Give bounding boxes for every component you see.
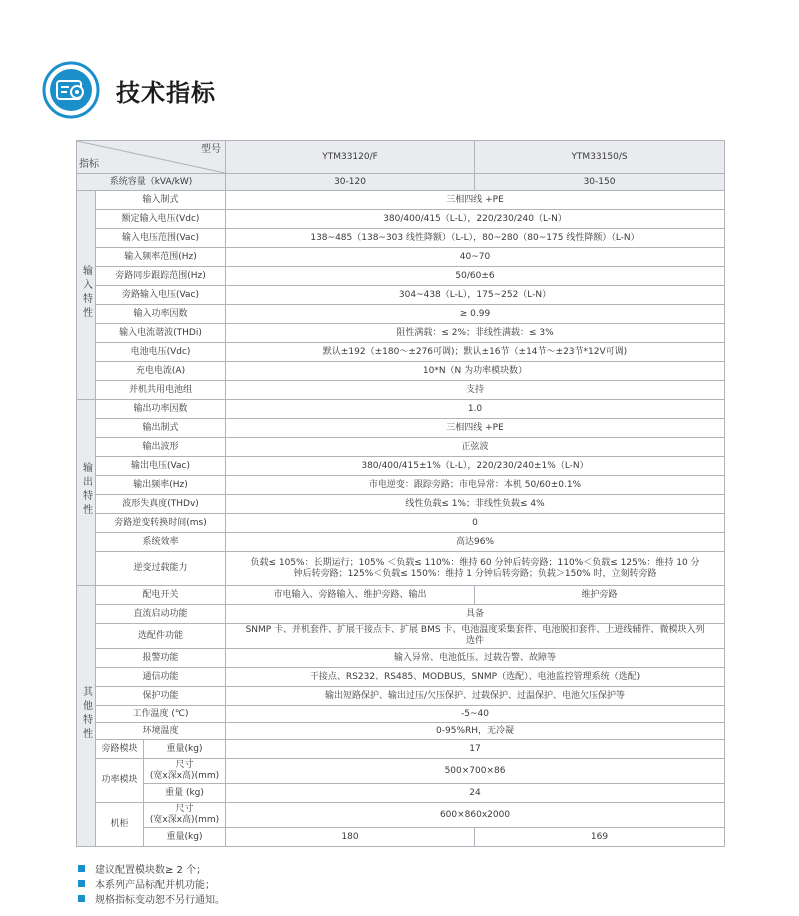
row-value: 40~70 [226, 248, 725, 267]
row-label: 波形失真度(THDv) [96, 495, 226, 514]
row-label: 配电开关 [96, 586, 226, 605]
row-value: 0 [226, 514, 725, 533]
row-value: 具备 [226, 605, 725, 624]
table-row [77, 723, 725, 740]
row-value: 三相四线 +PE [226, 419, 725, 438]
section-header [42, 60, 216, 120]
row-value: 正弦波 [226, 438, 725, 457]
row-label: 充电电流(A) [96, 362, 226, 381]
group-output [77, 400, 96, 586]
row-label: 系统效率 [96, 533, 226, 552]
cabinet-name: 机柜 [96, 803, 144, 847]
distribution-b: 维护旁路 [475, 586, 725, 605]
row-value: 1.0 [226, 400, 725, 419]
table-row [77, 533, 725, 552]
model-b: YTM33150/S [475, 141, 725, 174]
row-label: 额定输入电压(Vdc) [96, 210, 226, 229]
table-row [77, 649, 725, 668]
overload-line-2: 钟后转旁路；125%＜负载≤ 150%：维持 1 分钟后转旁路；负载＞150% 时，立刻转旁路 [293, 568, 657, 579]
table-row [77, 803, 725, 828]
table-row [77, 624, 725, 649]
row-value: 输出短路保护、输出过压/欠压保护、过载保护、过温保护、电池欠压保护等 [226, 687, 725, 706]
row-value: 24 [226, 784, 725, 803]
table-row [77, 286, 725, 305]
row-value: 三相四线 +PE [226, 191, 725, 210]
row-label: 通信功能 [96, 668, 226, 687]
row-value: 输入异常、电池低压、过载告警、故障等 [226, 649, 725, 668]
row-value: 600×860x2000 [226, 803, 725, 828]
row-label: 输出电压(Vac) [96, 457, 226, 476]
group-other-label: 其他特性 [80, 685, 92, 742]
distribution-a: 市电输入、旁路输入、维护旁路、输出 [226, 586, 475, 605]
header-corner [77, 141, 226, 174]
row-label [144, 803, 226, 828]
table-row [77, 381, 725, 400]
table-row [77, 687, 725, 706]
row-label: 输出波形 [96, 438, 226, 457]
table-row [77, 706, 725, 723]
overload-line-1: 负载≤ 105%：长期运行；105% ＜负载≤ 110%：维持 60 分钟后转旁路；110%＜负载≤ 125%：维持 10 分 [250, 557, 700, 568]
table-row [77, 438, 725, 457]
index-label: 指标 [79, 159, 99, 170]
row-label: 输入电压范围(Vac) [96, 229, 226, 248]
size-label-1: 尺寸 [175, 760, 194, 770]
model-a: YTM33120/F [226, 141, 475, 174]
row-label: 报警功能 [96, 649, 226, 668]
row-value: 线性负载≤ 1%；非线性负载≤ 4% [226, 495, 725, 514]
row-label: 输入电流谐波(THDi) [96, 324, 226, 343]
table-row [77, 457, 725, 476]
row-value: 138~485（138~303 线性降额）（L-L），80~280（80~175 线性降额）（L-N） [226, 229, 725, 248]
row-label: 逆变过载能力 [96, 552, 226, 586]
capacity-a: 30-120 [226, 174, 475, 191]
row-label: 直流启动功能 [96, 605, 226, 624]
cabinet-weight-a: 180 [226, 828, 475, 847]
table-row [77, 267, 725, 286]
row-label: 旁路同步跟踪范围(Hz) [96, 267, 226, 286]
bypass-module-name: 旁路模块 [96, 740, 144, 759]
row-label: 输入制式 [96, 191, 226, 210]
row-value: ≥ 0.99 [226, 305, 725, 324]
row-value: 高达96% [226, 533, 725, 552]
row-value [226, 552, 725, 586]
row-value: 支持 [226, 381, 725, 400]
note-item [78, 876, 215, 891]
capacity-row [77, 174, 725, 191]
note-item [78, 861, 206, 876]
table-row [77, 210, 725, 229]
table-row [77, 605, 725, 624]
table-row [77, 305, 725, 324]
row-label: 重量(kg) [144, 828, 226, 847]
table-row [77, 668, 725, 687]
power-module-name: 功率模块 [96, 759, 144, 803]
table-row [77, 400, 725, 419]
table-row [77, 514, 725, 533]
row-value: 500×700×86 [226, 759, 725, 784]
spec-table [76, 140, 725, 847]
row-value: 304~438（L-L），175~252（L-N） [226, 286, 725, 305]
table-row [77, 191, 725, 210]
group-output-label: 输出特性 [80, 462, 92, 518]
row-label: 保护功能 [96, 687, 226, 706]
table-row [77, 828, 725, 847]
gear-settings-icon [42, 61, 100, 119]
group-other [77, 586, 96, 847]
model-label: 型号 [201, 144, 222, 155]
group-input-label: 输入特性 [80, 264, 92, 321]
size-label-2: (宽x深x高)(mm) [149, 815, 220, 825]
row-label: 重量 (kg) [144, 784, 226, 803]
row-label: 输出功率因数 [96, 400, 226, 419]
table-row [77, 324, 725, 343]
page-title: 技术指标 [116, 78, 216, 107]
table-row [77, 419, 725, 438]
cabinet-weight-b: 169 [475, 828, 725, 847]
table-row [77, 229, 725, 248]
table-row [77, 248, 725, 267]
row-value: 10*N（N 为功率模块数） [226, 362, 725, 381]
row-value: SNMP 卡、并机套件、扩展干接点卡、扩展 BMS 卡、电池温度采集套件、电池脱扣套件、上进线辅件、微模块入列选件 [226, 624, 725, 649]
row-label: 环境温度 [96, 723, 226, 740]
group-input [77, 191, 96, 400]
row-label: 电池电压(Vdc) [96, 343, 226, 362]
row-label: 选配件功能 [96, 624, 226, 649]
row-value: 380/400/415±1%（L-L），220/230/240±1%（L-N） [226, 457, 725, 476]
row-value: 50/60±6 [226, 267, 725, 286]
row-value: 17 [226, 740, 725, 759]
row-label: 输出频率(Hz) [96, 476, 226, 495]
table-row [77, 343, 725, 362]
row-label: 输入频率范围(Hz) [96, 248, 226, 267]
row-value: 0-95%RH，无冷凝 [226, 723, 725, 740]
bullet-square-icon [78, 895, 85, 902]
table-row [77, 552, 725, 586]
row-label [144, 759, 226, 784]
table-row [77, 476, 725, 495]
row-label: 旁路输入电压(Vac) [96, 286, 226, 305]
capacity-label: 系统容量（kVA/kW) [77, 174, 226, 191]
row-label: 工作温度 (℃) [96, 706, 226, 723]
row-value: 阻性满载：≤ 2%；非线性满载：≤ 3% [226, 324, 725, 343]
note-text: 本系列产品标配并机功能； [95, 880, 215, 891]
row-label: 并机共用电池组 [96, 381, 226, 400]
header-row [77, 141, 725, 174]
row-value: 380/400/415（L-L），220/230/240（L-N） [226, 210, 725, 229]
size-label-1: 尺寸 [175, 804, 194, 814]
bullet-square-icon [78, 880, 85, 887]
row-value: 市电逆变：跟踪旁路；市电异常：本机 50/60±0.1% [226, 476, 725, 495]
row-label: 旁路逆变转换时间(ms) [96, 514, 226, 533]
row-value: 默认±192（±180～±276可调)；默认±16节（±14节～±23节*12V可调) [226, 343, 725, 362]
row-value: 干接点、RS232、RS485、MODBUS，SNMP（选配）、电池监控管理系统（选配) [226, 668, 725, 687]
capacity-b: 30-150 [475, 174, 725, 191]
table-row [77, 759, 725, 784]
table-row [77, 362, 725, 381]
row-label: 输入功率因数 [96, 305, 226, 324]
note-item [78, 891, 225, 906]
bullet-square-icon [78, 865, 85, 872]
row-value: -5~40 [226, 706, 725, 723]
table-row [77, 784, 725, 803]
note-text: 建议配置模块数≥ 2 个； [95, 865, 207, 876]
table-row [77, 495, 725, 514]
row-label: 重量(kg) [144, 740, 226, 759]
table-row [77, 586, 725, 605]
note-text: 规格指标变动恕不另行通知。 [95, 895, 225, 906]
size-label-2: (宽x深x高)(mm) [149, 771, 220, 781]
row-label: 输出制式 [96, 419, 226, 438]
table-row [77, 740, 725, 759]
